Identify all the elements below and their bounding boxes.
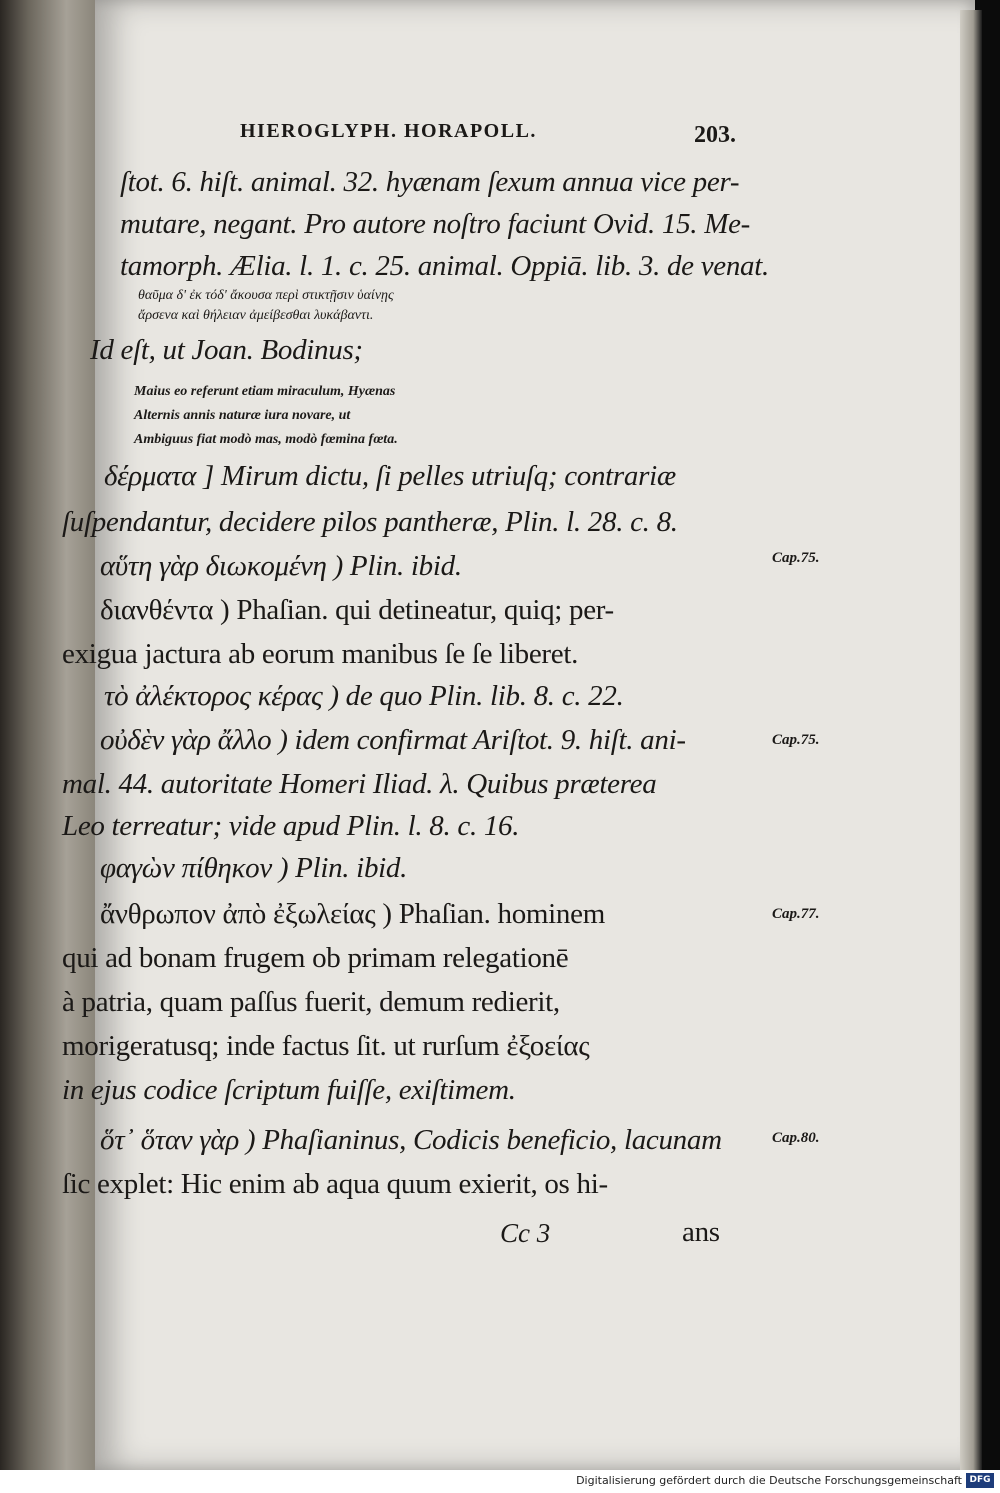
funding-credit: Digitalisierung gefördert durch die Deutsche Forschungsgemeinschaft	[576, 1474, 962, 1487]
book-spine	[0, 0, 95, 1470]
latin-verse-line: Ambiguus fiat modò mas, modò fœmina fœta.	[134, 432, 398, 447]
dfg-logo-icon: DFG	[966, 1473, 994, 1488]
signature-mark: Cc 3	[500, 1218, 551, 1248]
text-line: qui ad bonam frugem ob primam relegationē	[62, 942, 569, 974]
text-line: mal. 44. autoritate Homeri Iliad. λ. Quibus præterea	[62, 768, 657, 800]
text-line: ἄνθρωπον ἀπὸ ἐξωλείας ) Phaſian. hominem	[100, 898, 605, 930]
text-line: exigua jactura ab eorum manibus ſe ſe liberet.	[62, 638, 579, 670]
greek-verse-line: ἄρσενα καὶ θήλειαν ἀμείβεσθαι λυκάβαντι.	[138, 308, 374, 323]
greek-verse-line: θαῦμα δ' ἐκ τόδ' ἄκουσα περὶ στικτῇσιν ὑαίνῃς	[138, 288, 394, 303]
page-edge	[960, 10, 982, 1470]
text-line: διανθέντα ) Phaſian. qui detineatur, quiq; per-	[100, 594, 614, 626]
text-line: τὸ ἀλέκτορος κέρας ) de quo Plin. lib. 8. c. 22.	[104, 680, 624, 712]
text-line: tamorph. Ælia. l. 1. c. 25. animal. Oppiā. lib. 3. de venat.	[120, 250, 769, 282]
catchword: ans	[682, 1216, 720, 1248]
margin-note: Cap.75.	[772, 550, 820, 566]
margin-note: Cap.80.	[772, 1130, 820, 1146]
text-line: ὅτ᾽ ὅταν γὰρ ) Phaſianinus, Codicis beneficio, lacunam	[100, 1124, 722, 1156]
text-line: Leo terreatur; vide apud Plin. l. 8. c. 16.	[62, 810, 520, 842]
text-line: ſtot. 6. hiſt. animal. 32. hyænam ſexum annua vice per-	[120, 166, 740, 198]
text-line: in ejus codice ſcriptum fuiſſe, exiſtimem.	[62, 1074, 516, 1106]
text-line: ſic explet: Hic enim ab aqua quum exierit, os hi-	[62, 1168, 608, 1200]
running-header: HIEROGLYPH. HORAPOLL.	[240, 120, 537, 142]
text-line: αὕτη γὰρ διωκομένη ) Plin. ibid.	[100, 550, 462, 582]
page-number: 203.	[694, 122, 736, 148]
margin-note: Cap.77.	[772, 906, 820, 922]
footer-bar	[0, 1470, 1000, 1493]
margin-note: Cap.75.	[772, 732, 820, 748]
text-line: morigeratusq; inde factus ſit. ut rurſum ἐξοείας	[62, 1030, 590, 1062]
text-line: mutare, negant. Pro autore noſtro faciunt Ovid. 15. Me-	[120, 208, 750, 240]
text-line: δέρματα ] Mirum dictu, ſi pelles utriuſq; contrariæ	[104, 460, 676, 492]
text-line: à patria, quam paſſus fuerit, demum redierit,	[62, 986, 560, 1018]
latin-verse-line: Maius eo referunt etiam miraculum, Hyænas	[134, 384, 396, 399]
latin-verse-line: Alternis annis naturæ iura novare, ut	[134, 408, 351, 423]
text-line: Id eſt, ut Joan. Bodinus;	[90, 334, 363, 366]
text-line: φαγὼν πίθηκον ) Plin. ibid.	[100, 852, 408, 884]
text-line: οὐδὲν γὰρ ἄλλο ) idem confirmat Ariſtot. 9. hiſt. ani-	[100, 724, 686, 756]
text-line: ſuſpendantur, decidere pilos pantheræ, Plin. l. 28. c. 8.	[62, 506, 678, 538]
